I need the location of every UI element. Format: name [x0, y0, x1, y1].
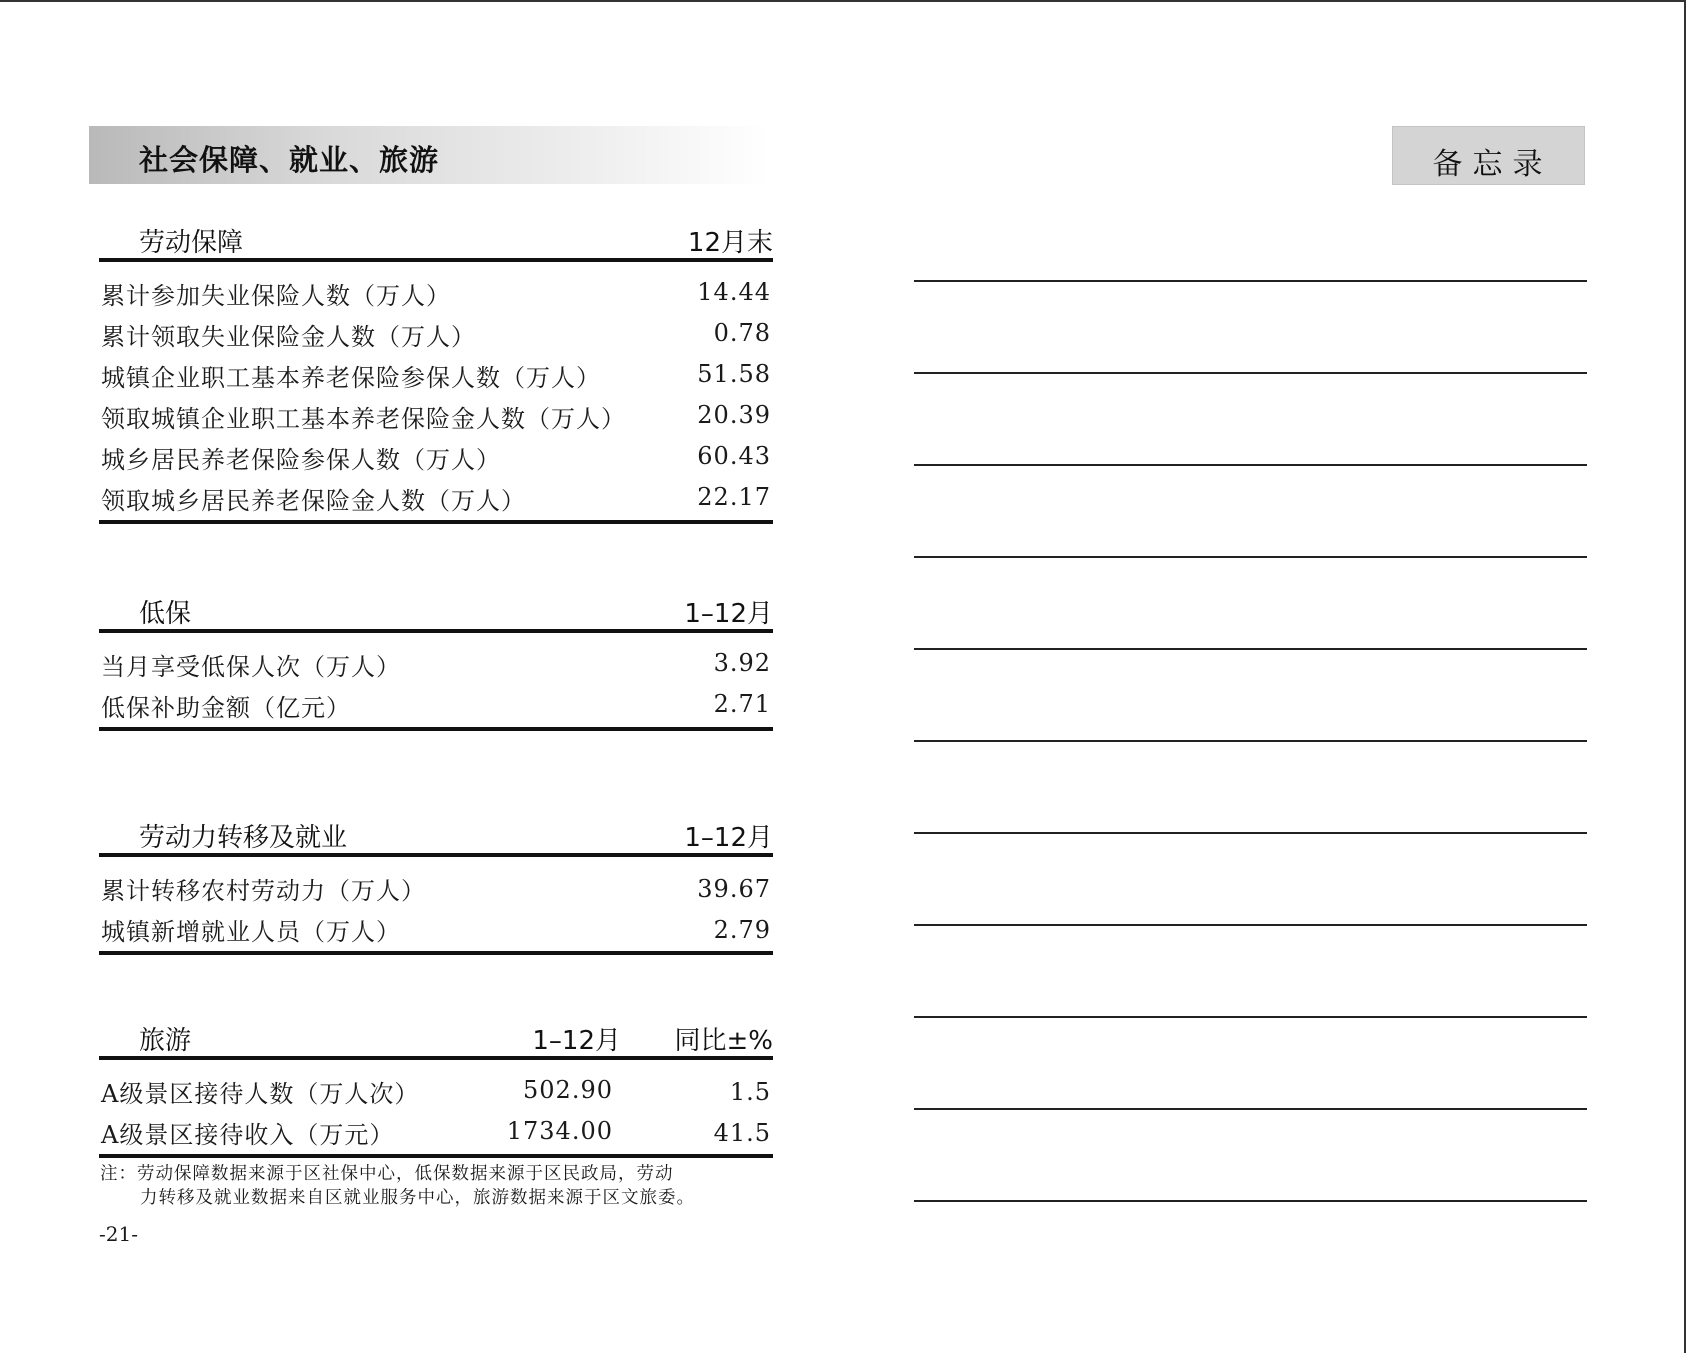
table-header — [99, 1020, 773, 1056]
row-value: 3.92 — [713, 649, 771, 677]
row-label: 城镇企业职工基本养老保险参保人数（万人） — [101, 364, 601, 392]
row-label: 低保补助金额（亿元） — [101, 694, 351, 722]
row-label: 当月享受低保人次（万人） — [101, 653, 401, 681]
period-header: 1–12月 — [684, 823, 773, 853]
dibao-table — [99, 593, 773, 731]
row-label: A级景区接待人数（万人次） — [101, 1080, 420, 1108]
row-value: 2.71 — [713, 690, 771, 718]
row-value: 39.67 — [697, 875, 771, 903]
row-label: A级景区接待收入（万元） — [101, 1121, 395, 1149]
table-row — [99, 906, 773, 947]
table-row — [99, 641, 773, 682]
memo-label: 备忘录 — [1432, 147, 1553, 182]
source-note — [100, 1162, 780, 1210]
memo-line — [914, 280, 1587, 282]
row-label: 领取城乡居民养老保险金人数（万人） — [101, 487, 526, 515]
table-bottom-rule — [99, 727, 773, 731]
note-line: 力转移及就业数据来自区就业服务中心，旅游数据来源于区文旅委。 — [140, 1188, 695, 1208]
memo-line — [914, 648, 1587, 650]
row-label: 累计领取失业保险金人数（万人） — [101, 323, 476, 351]
memo-line — [914, 464, 1587, 466]
row-value: 2.79 — [713, 916, 771, 944]
memo-line — [914, 924, 1587, 926]
table-row — [99, 270, 773, 311]
table-row — [99, 1109, 773, 1150]
period-header: 12月末 — [687, 228, 773, 258]
row-label: 城乡居民养老保险参保人数（万人） — [101, 446, 501, 474]
row-yoy: 41.5 — [713, 1119, 771, 1147]
table-bottom-rule — [99, 951, 773, 955]
table-title: 劳动力转移及就业 — [139, 823, 348, 853]
page-title: 社会保障、就业、旅游 — [139, 143, 440, 177]
row-label: 累计转移农村劳动力（万人） — [101, 877, 426, 905]
table-row — [99, 311, 773, 352]
yoy-header: 同比±% — [674, 1026, 773, 1056]
memo-line — [914, 1200, 1587, 1202]
memo-line — [914, 556, 1587, 558]
table-title: 劳动保障 — [139, 228, 244, 258]
row-value: 51.58 — [697, 360, 771, 388]
row-value: 20.39 — [697, 401, 771, 429]
row-label: 城镇新增就业人员（万人） — [101, 918, 401, 946]
row-value: 60.43 — [697, 442, 771, 470]
tourism-table — [99, 1020, 773, 1158]
note-line: 注：劳动保障数据来源于区社保中心，低保数据来源于区民政局，劳动 — [100, 1164, 674, 1184]
table-row — [99, 393, 773, 434]
table-title: 旅游 — [139, 1026, 192, 1056]
memo-line — [914, 372, 1587, 374]
table-title: 低保 — [139, 599, 192, 629]
table-row — [99, 475, 773, 516]
table-row — [99, 434, 773, 475]
table-bottom-rule — [99, 520, 773, 524]
row-value: 502.90 — [523, 1076, 613, 1104]
table-header — [99, 817, 773, 853]
row-value: 0.78 — [713, 319, 771, 347]
table-row — [99, 352, 773, 393]
row-value: 14.44 — [697, 278, 771, 306]
table-header — [99, 222, 773, 258]
row-label: 领取城镇企业职工基本养老保险金人数（万人） — [101, 405, 626, 433]
table-row — [99, 682, 773, 723]
page-number: -21- — [99, 1222, 138, 1246]
memo-line — [914, 1016, 1587, 1018]
employment-table — [99, 817, 773, 955]
table-bottom-rule — [99, 1154, 773, 1158]
period-header: 1–12月 — [684, 599, 773, 629]
row-label: 累计参加失业保险人数（万人） — [101, 282, 451, 310]
memo-line — [914, 1108, 1587, 1110]
period-header: 1–12月 — [532, 1026, 621, 1056]
section-header-bar — [89, 126, 769, 184]
row-yoy: 1.5 — [729, 1078, 771, 1106]
memo-writing-lines — [914, 0, 1587, 1353]
memo-line — [914, 832, 1587, 834]
memo-line — [914, 740, 1587, 742]
table-row — [99, 865, 773, 906]
table-row — [99, 1068, 773, 1109]
labor-security-table — [99, 222, 773, 524]
row-value: 1734.00 — [506, 1117, 613, 1145]
row-value: 22.17 — [697, 483, 771, 511]
table-header — [99, 593, 773, 629]
